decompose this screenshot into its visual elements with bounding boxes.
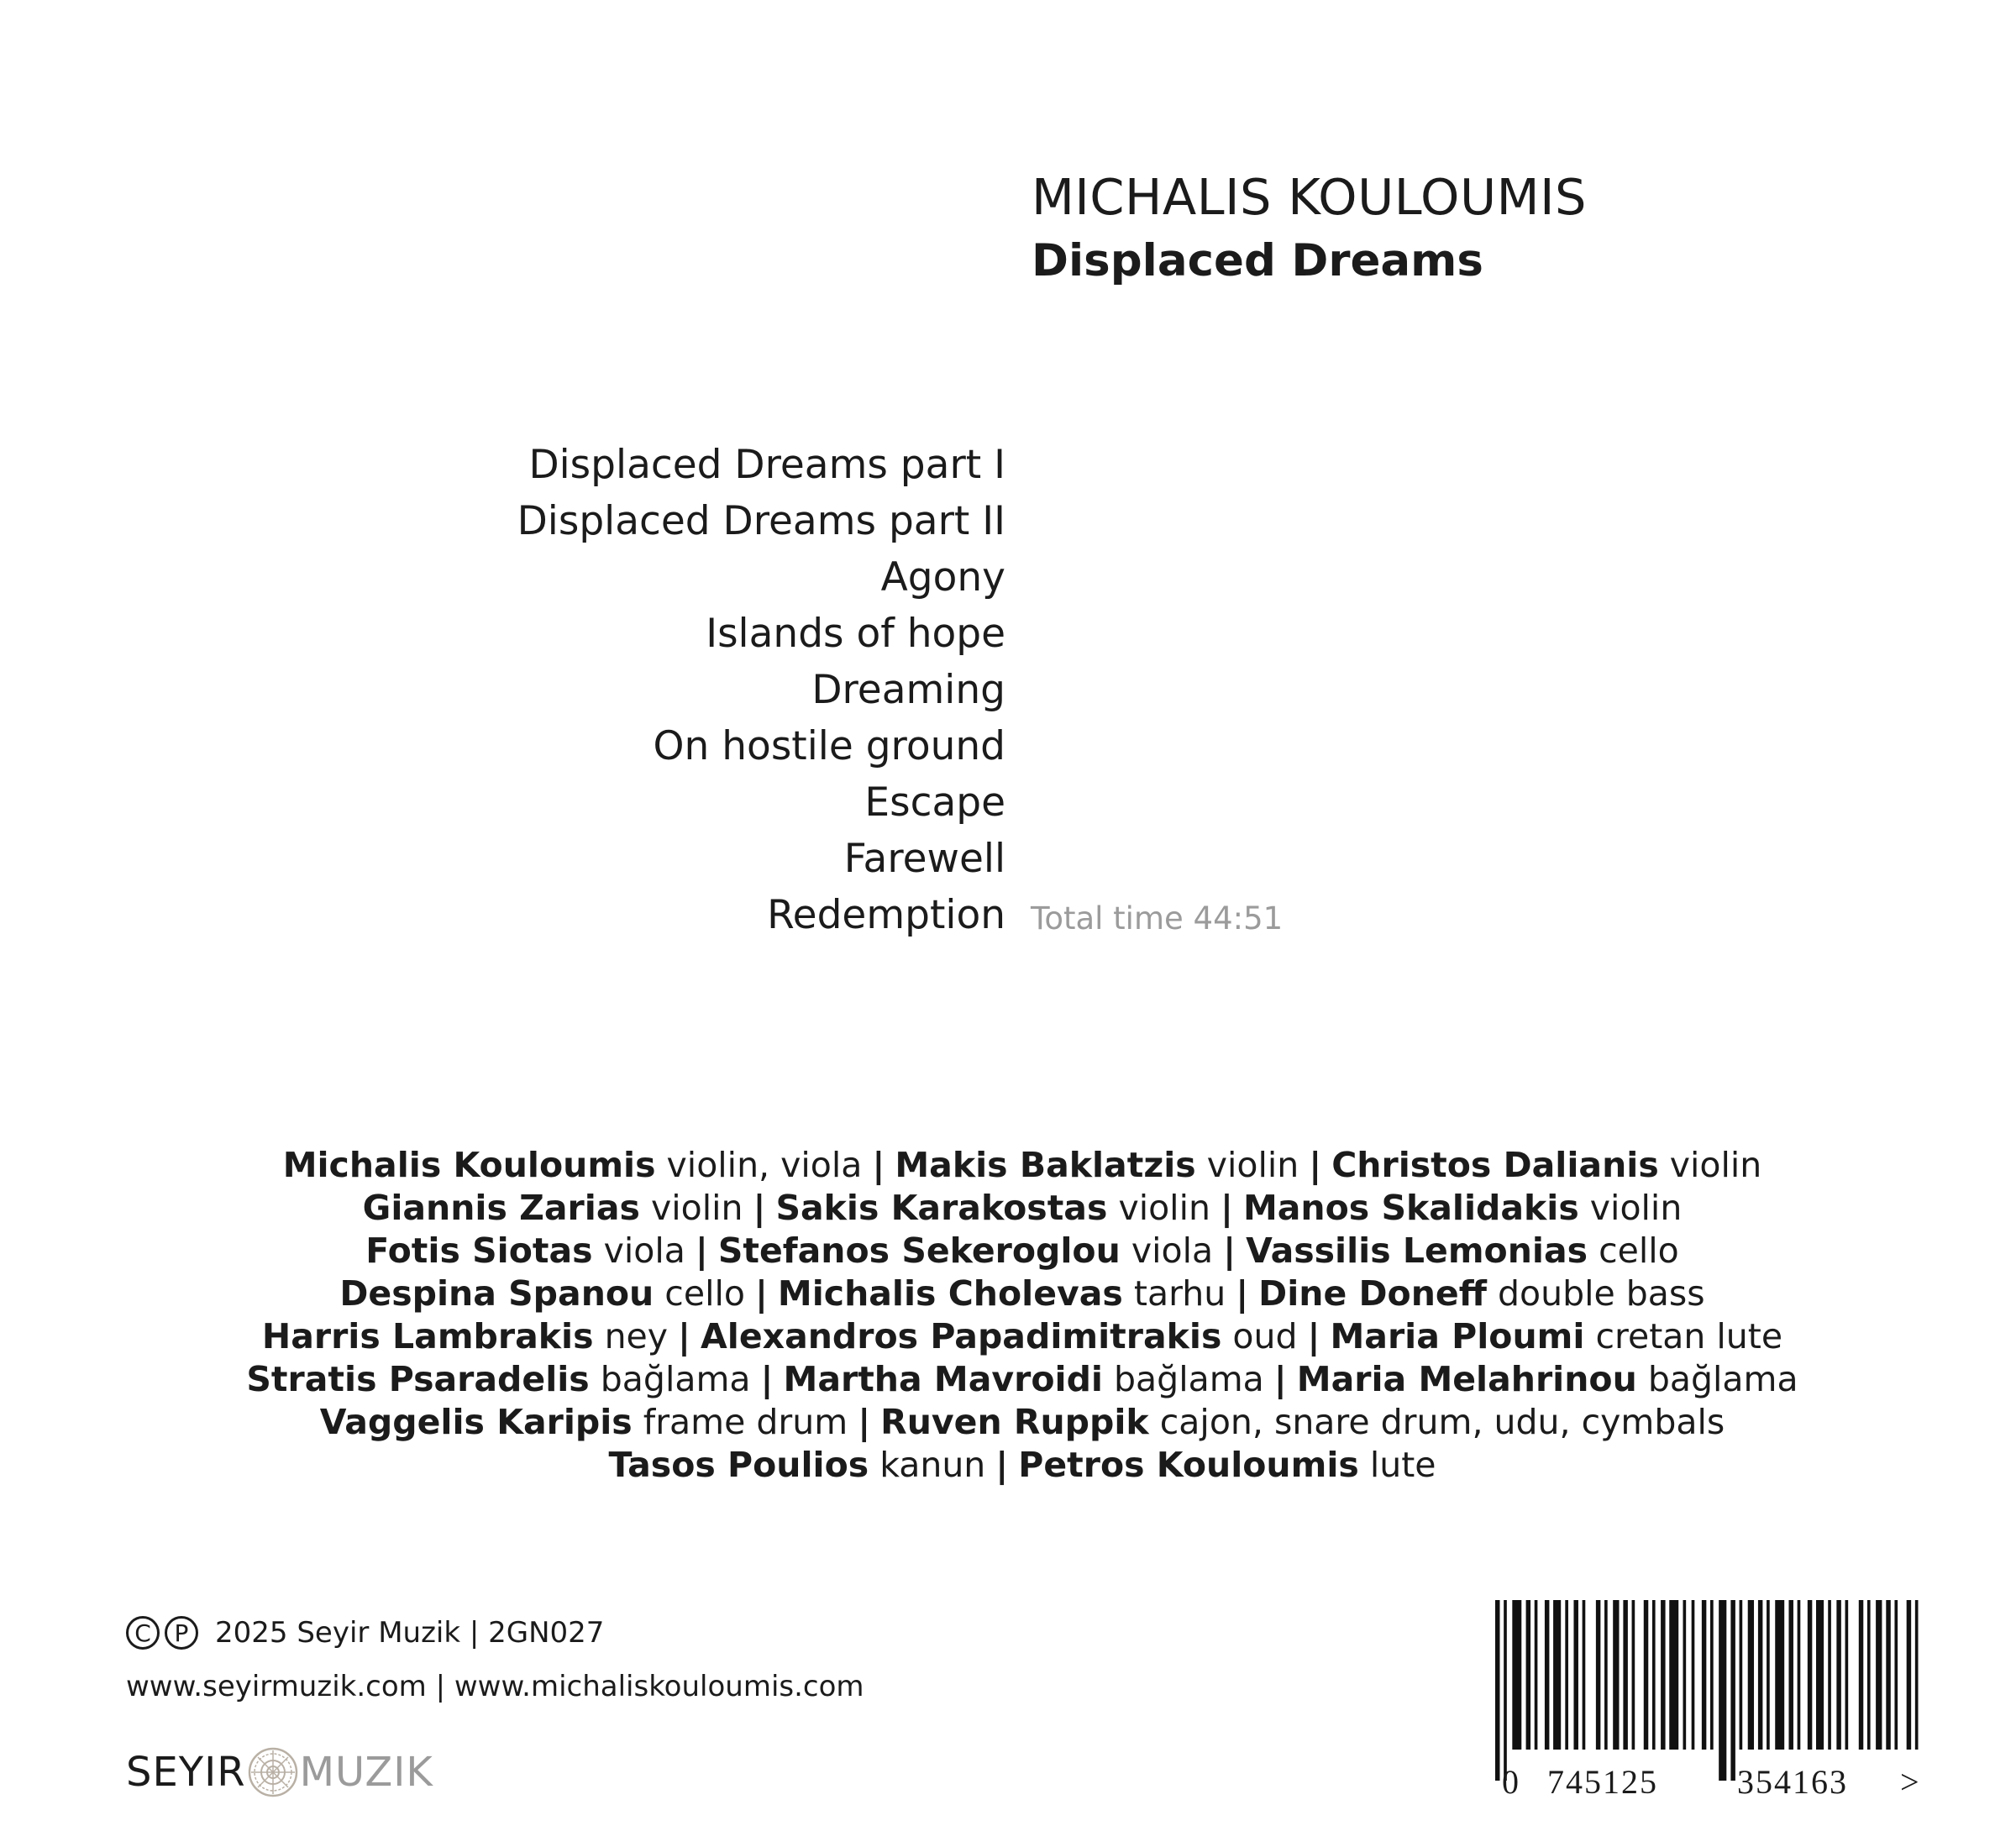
barcode-bar <box>1828 1600 1831 1750</box>
track-item: Islands of hope <box>706 611 1005 657</box>
musician-name: Petros Kouloumis <box>1018 1445 1359 1485</box>
barcode-bar <box>1512 1600 1521 1750</box>
musician-name: Fotis Siotas <box>365 1230 593 1271</box>
logo-text-right: MUZIK <box>299 1749 433 1796</box>
musician-instrument: double bass <box>1497 1273 1705 1314</box>
credit-entry <box>363 1188 743 1228</box>
musician-name: Christos Dalianis <box>1331 1145 1659 1185</box>
musician-name: Stratis Psaradelis <box>246 1359 590 1399</box>
musician-instrument: oud <box>1232 1316 1298 1356</box>
credit-entry <box>775 1188 1210 1228</box>
musician-name: Maria Ploumi <box>1330 1316 1585 1356</box>
musician-instrument: violin, viola <box>666 1145 863 1185</box>
credit-entry <box>1243 1188 1682 1228</box>
musician-instrument: violin <box>1206 1145 1299 1185</box>
logo-text-left: SEYIR <box>126 1749 246 1796</box>
barcode-bar <box>1876 1600 1882 1750</box>
credit-entry <box>608 1445 985 1485</box>
musician-name: Martha Mavroidi <box>783 1359 1103 1399</box>
credit-entry <box>718 1230 1213 1271</box>
musician-name: Michalis Cholevas <box>777 1273 1123 1314</box>
track-item: On hostile ground <box>653 723 1005 769</box>
artist-name: MICHALIS KOULOUMIS <box>1032 168 1587 226</box>
musician-name: Sakis Karakostas <box>775 1188 1108 1228</box>
barcode-right-group: 354163 <box>1737 1763 1848 1801</box>
copyright-icon: C <box>126 1616 160 1650</box>
barcode-bar <box>1788 1600 1793 1750</box>
musician-name: Maria Melahrinou <box>1296 1359 1637 1399</box>
credit-separator: | <box>753 1188 766 1228</box>
credit-line <box>0 1272 2016 1315</box>
barcode-bar <box>1565 1600 1568 1750</box>
credit-entry <box>880 1402 1725 1442</box>
barcode-bar <box>1526 1600 1530 1750</box>
barcode-bar <box>1613 1600 1619 1750</box>
credit-separator: | <box>1273 1359 1287 1399</box>
credit-entry <box>365 1230 685 1271</box>
barcode-bar <box>1808 1600 1812 1750</box>
barcode-bar <box>1583 1600 1586 1750</box>
musician-name: Tasos Poulios <box>608 1445 869 1485</box>
barcode-bar <box>1535 1600 1538 1750</box>
barcode-bar <box>1669 1600 1678 1750</box>
barcode-bar <box>1652 1600 1656 1750</box>
website-links: www.seyirmuzik.com | www.michaliskouloumis.com <box>126 1670 864 1703</box>
phonogram-icon: P <box>165 1616 198 1650</box>
credit-separator: | <box>1309 1145 1322 1185</box>
track-item: Agony <box>880 554 1005 601</box>
track-item: Redemption <box>767 892 1005 938</box>
musician-name: Giannis Zarias <box>362 1188 640 1228</box>
musician-instrument: lute <box>1369 1445 1436 1485</box>
musician-instrument: ney <box>604 1316 669 1356</box>
barcode-bar <box>1573 1600 1578 1750</box>
credit-entry <box>320 1402 848 1442</box>
total-time: Total time 44:51 <box>1031 900 1284 937</box>
barcode-bar <box>1767 1600 1770 1750</box>
musician-instrument: violin <box>1589 1188 1683 1228</box>
credit-separator: | <box>695 1230 708 1271</box>
barcode-left-group: 745125 <box>1547 1763 1658 1801</box>
barcode-bar <box>1545 1600 1549 1750</box>
credit-separator: | <box>872 1145 885 1185</box>
musician-name: Vassilis Lemonias <box>1246 1230 1588 1271</box>
barcode-bar <box>1859 1600 1863 1750</box>
credit-line <box>0 1230 2016 1272</box>
barcode-bar <box>1553 1600 1561 1750</box>
musician-instrument: bağlama <box>1647 1359 1798 1399</box>
musician-name: Despina Spanou <box>339 1273 654 1314</box>
credit-line <box>0 1358 2016 1401</box>
barcode-bar <box>1836 1600 1840 1750</box>
barcode-bar <box>1867 1600 1871 1750</box>
barcode-bar <box>1886 1600 1890 1750</box>
credit-entry <box>1331 1145 1761 1185</box>
credit-entry <box>1297 1359 1798 1399</box>
musician-instrument: cajon, snare drum, udu, cymbals <box>1159 1402 1725 1442</box>
track-item: Farewell <box>843 836 1005 882</box>
barcode-bar <box>1683 1600 1687 1750</box>
barcode-bar <box>1845 1600 1849 1750</box>
credit-entry <box>778 1273 1226 1314</box>
credit-line <box>0 1187 2016 1230</box>
copyright-line <box>126 1616 604 1650</box>
album-title: Displaced Dreams <box>1032 235 1483 286</box>
credit-line <box>0 1315 2016 1358</box>
track-list <box>517 437 1005 943</box>
credit-entry <box>262 1316 668 1356</box>
musician-instrument: violin <box>650 1188 743 1228</box>
barcode-bar <box>1740 1600 1743 1750</box>
barcode-bar <box>1604 1600 1608 1750</box>
musician-instrument: bağlama <box>1114 1359 1264 1399</box>
barcode-bar <box>1702 1600 1706 1750</box>
credit-separator: | <box>1220 1188 1233 1228</box>
credit-separator: | <box>858 1402 871 1442</box>
barcode-bar <box>1748 1600 1754 1750</box>
barcode-first-digit: 0 <box>1502 1763 1519 1801</box>
credit-entry <box>283 1145 863 1185</box>
track-item: Displaced Dreams part II <box>517 498 1005 544</box>
musician-instrument: frame drum <box>643 1402 848 1442</box>
barcode-bar <box>1710 1600 1714 1750</box>
musician-instrument: violin <box>1118 1188 1210 1228</box>
barcode-bar <box>1692 1600 1695 1750</box>
barcode-bar <box>1623 1600 1627 1750</box>
musician-name: Makis Baklatzis <box>895 1145 1196 1185</box>
credit-entry <box>1258 1273 1704 1314</box>
musician-name: Stefanos Sekeroglou <box>717 1230 1121 1271</box>
barcode-bar <box>1915 1600 1919 1750</box>
track-item: Displaced Dreams part I <box>528 442 1005 488</box>
barcode-bar <box>1907 1600 1911 1750</box>
credit-line <box>0 1444 2016 1487</box>
musician-instrument: cello <box>1599 1230 1679 1271</box>
credit-separator: | <box>1236 1273 1249 1314</box>
musician-name: Michalis Kouloumis <box>282 1145 656 1185</box>
credit-line <box>0 1401 2016 1444</box>
barcode-bar <box>1758 1600 1762 1750</box>
credit-entry <box>701 1316 1297 1356</box>
barcode-bar <box>1632 1600 1635 1750</box>
musician-instrument: bağlama <box>600 1359 751 1399</box>
musician-name: Manos Skalidakis <box>1242 1188 1579 1228</box>
credit-separator: | <box>754 1273 768 1314</box>
musician-instrument: cello <box>664 1273 745 1314</box>
copyright-text: 2025 Seyir Muzik | 2GN027 <box>215 1616 605 1650</box>
credit-separator: | <box>678 1316 691 1356</box>
credit-entry <box>246 1359 750 1399</box>
barcode-bar <box>1644 1600 1648 1750</box>
barcode-bar <box>1894 1600 1898 1750</box>
barcode <box>1495 1600 1924 1781</box>
credit-entry <box>339 1273 745 1314</box>
credit-separator: | <box>760 1359 774 1399</box>
credit-entry <box>1246 1230 1679 1271</box>
musician-credits <box>0 1144 2016 1487</box>
musician-instrument: kanun <box>879 1445 986 1485</box>
barcode-bar <box>1816 1600 1824 1750</box>
musician-instrument: tarhu <box>1133 1273 1226 1314</box>
musician-instrument: viola <box>1131 1230 1214 1271</box>
track-item: Dreaming <box>811 667 1005 713</box>
barcode-bar <box>1798 1600 1801 1750</box>
credit-entry <box>895 1145 1299 1185</box>
musician-instrument: viola <box>603 1230 685 1271</box>
barcode-bar <box>1775 1600 1784 1750</box>
musician-name: Harris Lambrakis <box>261 1316 594 1356</box>
seyir-muzik-logo <box>126 1747 433 1797</box>
musician-instrument: violin <box>1669 1145 1762 1185</box>
credit-separator: | <box>995 1445 1009 1485</box>
musician-name: Ruven Ruppik <box>880 1402 1149 1442</box>
barcode-bar <box>1596 1600 1600 1750</box>
musician-instrument: cretan lute <box>1595 1316 1783 1356</box>
barcode-bar <box>1504 1600 1507 1781</box>
rosette-icon <box>248 1747 298 1797</box>
track-item: Escape <box>864 779 1005 826</box>
credit-separator: | <box>1307 1316 1320 1356</box>
barcode-bar <box>1661 1600 1665 1750</box>
barcode-bar <box>1719 1600 1726 1781</box>
musician-name: Dine Doneff <box>1258 1273 1487 1314</box>
credit-line <box>0 1144 2016 1187</box>
barcode-quiet-mark: > <box>1900 1763 1919 1801</box>
credit-entry <box>1018 1445 1436 1485</box>
credit-separator: | <box>1223 1230 1236 1271</box>
barcode-bar <box>1495 1600 1499 1781</box>
credit-entry <box>1331 1316 1783 1356</box>
barcode-bar <box>1730 1600 1735 1781</box>
musician-name: Alexandros Papadimitrakis <box>701 1316 1222 1356</box>
credit-entry <box>784 1359 1264 1399</box>
musician-name: Vaggelis Karipis <box>319 1402 633 1442</box>
